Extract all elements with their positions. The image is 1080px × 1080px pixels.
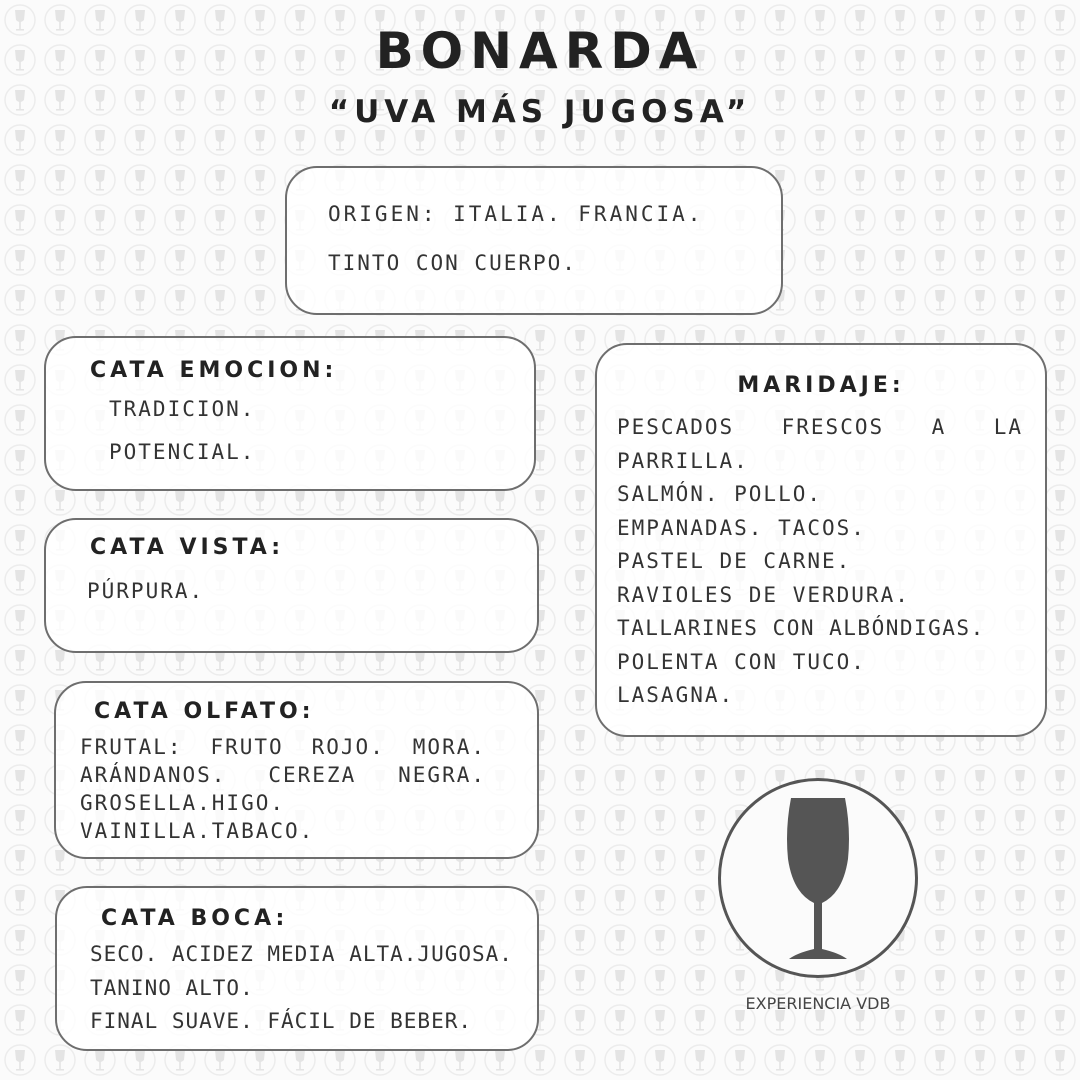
maridaje-item: PESCADOS FRESCOS A LA [617,415,1023,439]
boca-item: FINAL SUAVE. FÁCIL DE BEBER. [90,1009,473,1033]
cata-emocion-box [44,336,536,491]
maridaje-text [617,411,1023,713]
cata-vista-box [44,518,539,653]
logo-badge [718,778,918,978]
boca-text [90,938,513,1039]
cata-boca-title: CATA BOCA: [101,906,289,931]
page-subtitle: “UVA MÁS JUGOSA” [328,94,752,130]
olfato-item: FRUTAL: FRUTO ROJO. MORA. [80,735,486,759]
maridaje-title: MARIDAJE: [737,373,905,398]
cata-vista-title: CATA VISTA: [90,535,285,560]
wine-glass-icon [721,781,915,975]
maridaje-item: LASAGNA. [617,683,735,707]
olfato-text [80,733,486,845]
origen-box [285,166,783,315]
page-title: BONARDA [375,22,705,80]
cata-boca-box [55,886,539,1051]
cata-olfato-box [54,681,539,859]
vista-item: PÚRPURA. [87,579,205,603]
tipo-line: TINTO CON CUERPO. [328,251,577,275]
origen-line: ORIGEN: ITALIA. FRANCIA. [328,202,704,226]
maridaje-item: RAVIOLES DE VERDURA. [617,582,910,607]
cata-emocion-title: CATA EMOCION: [90,358,338,383]
maridaje-item: POLENTA CON TUCO. [617,649,866,674]
olfato-item: ARÁNDANOS. CEREZA NEGRA. [80,763,486,787]
boca-item: SECO. ACIDEZ MEDIA ALTA.JUGOSA. [90,942,513,966]
maridaje-box [595,343,1047,737]
maridaje-item: PARRILLA. [617,448,749,473]
cata-olfato-title: CATA OLFATO: [94,699,315,724]
maridaje-item: PASTEL DE CARNE. [617,549,852,573]
maridaje-item: TALLARINES CON ALBÓNDIGAS. [617,616,985,640]
maridaje-item: SALMÓN. POLLO. [617,482,823,506]
boca-item: TANINO ALTO. [90,975,254,1000]
olfato-item: VAINILLA.TABACO. [80,819,315,843]
emocion-item: POTENCIAL. [109,440,256,464]
emocion-item: TRADICION. [109,397,256,421]
logo-caption: EXPERIENCIA VDB [745,994,891,1013]
olfato-item: GROSELLA.HIGO. [80,791,286,815]
maridaje-item: EMPANADAS. TACOS. [617,515,866,540]
